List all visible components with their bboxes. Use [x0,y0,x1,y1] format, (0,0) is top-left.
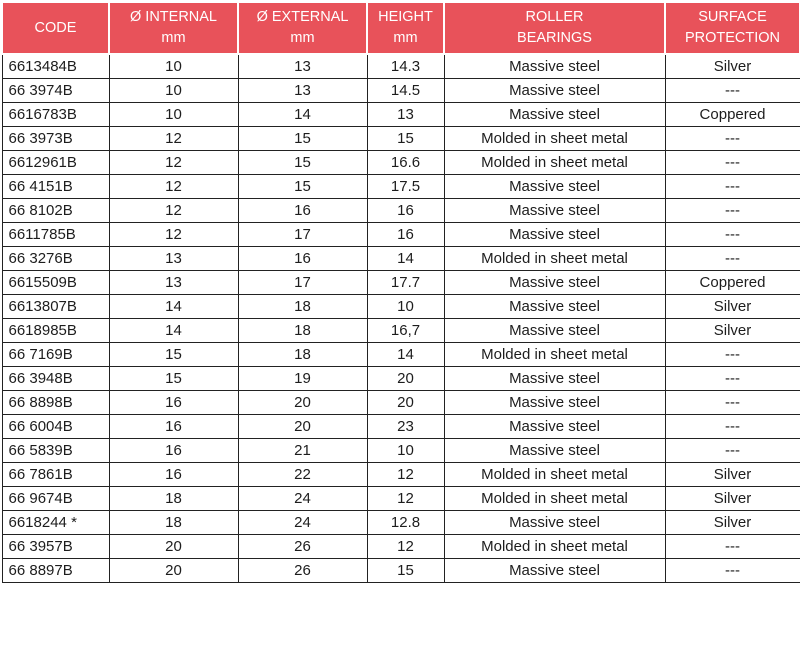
bearings-table [1,1,800,583]
internal-diameter-cell: 15 [109,343,238,367]
internal-diameter-cell: 20 [109,535,238,559]
code-cell: 66 5839B [2,439,109,463]
header-external-diameter-unit: mm [290,30,315,46]
height-cell: 16.6 [367,151,444,175]
code-cell: 6613484B [2,54,109,79]
internal-diameter-cell: 20 [109,559,238,583]
roller-bearings-cell: Molded in sheet metal [444,127,665,151]
table-row [2,103,800,127]
height-cell: 17.7 [367,271,444,295]
height-cell: 10 [367,295,444,319]
height-cell: 23 [367,415,444,439]
roller-bearings-cell: Massive steel [444,415,665,439]
internal-diameter-cell: 16 [109,439,238,463]
external-diameter-cell: 21 [238,439,367,463]
header-surface-protection-line2: PROTECTION [684,30,781,46]
header-row [2,2,800,54]
surface-protection-cell: Silver [665,487,800,511]
surface-protection-cell: --- [665,367,800,391]
external-diameter-cell: 13 [238,54,367,79]
surface-protection-cell: Silver [665,463,800,487]
external-diameter-cell: 14 [238,103,367,127]
external-diameter-cell: 15 [238,151,367,175]
code-cell: 6613807B [2,295,109,319]
header-roller-bearings-line1: ROLLER [525,9,584,25]
code-cell: 66 4151B [2,175,109,199]
surface-protection-cell: --- [665,391,800,415]
surface-protection-cell: Silver [665,54,800,79]
height-cell: 14 [367,247,444,271]
internal-diameter-cell: 16 [109,391,238,415]
roller-bearings-cell: Massive steel [444,54,665,79]
surface-protection-cell: Coppered [665,271,800,295]
header-internal-diameter-label: Ø INTERNAL [129,9,217,25]
table-row [2,127,800,151]
roller-bearings-cell: Molded in sheet metal [444,343,665,367]
table-row [2,559,800,583]
header-roller-bearings [444,2,665,54]
surface-protection-cell: --- [665,247,800,271]
height-cell: 12 [367,487,444,511]
table-row [2,79,800,103]
surface-protection-cell: Silver [665,319,800,343]
internal-diameter-cell: 12 [109,127,238,151]
internal-diameter-cell: 16 [109,463,238,487]
table-row [2,175,800,199]
header-code-label: CODE [34,19,77,36]
roller-bearings-cell: Massive steel [444,175,665,199]
height-cell: 10 [367,439,444,463]
code-cell: 66 3974B [2,79,109,103]
table-row [2,535,800,559]
roller-bearings-cell: Massive steel [444,295,665,319]
height-cell: 16,7 [367,319,444,343]
height-cell: 16 [367,223,444,247]
code-cell: 66 8897B [2,559,109,583]
header-external-diameter-label: Ø EXTERNAL [256,9,349,25]
table-row [2,511,800,535]
roller-bearings-cell: Massive steel [444,103,665,127]
internal-diameter-cell: 13 [109,247,238,271]
height-cell: 15 [367,127,444,151]
surface-protection-cell: --- [665,223,800,247]
roller-bearings-cell: Massive steel [444,559,665,583]
internal-diameter-cell: 13 [109,271,238,295]
header-height-label: HEIGHT [378,9,433,25]
roller-bearings-cell: Molded in sheet metal [444,487,665,511]
height-cell: 12 [367,463,444,487]
code-cell: 66 3973B [2,127,109,151]
roller-bearings-cell: Molded in sheet metal [444,247,665,271]
table-header [2,2,800,54]
roller-bearings-cell: Massive steel [444,199,665,223]
height-cell: 20 [367,367,444,391]
code-cell: 6615509B [2,271,109,295]
code-cell: 6612961B [2,151,109,175]
table-row [2,295,800,319]
table-row [2,199,800,223]
height-cell: 14.3 [367,54,444,79]
surface-protection-cell: --- [665,127,800,151]
table-row [2,247,800,271]
height-cell: 16 [367,199,444,223]
code-cell: 66 9674B [2,487,109,511]
external-diameter-cell: 16 [238,199,367,223]
external-diameter-cell: 24 [238,487,367,511]
internal-diameter-cell: 10 [109,103,238,127]
external-diameter-cell: 18 [238,295,367,319]
height-cell: 12.8 [367,511,444,535]
height-cell: 20 [367,391,444,415]
internal-diameter-cell: 14 [109,319,238,343]
table-row [2,343,800,367]
internal-diameter-cell: 18 [109,511,238,535]
code-cell: 66 8898B [2,391,109,415]
roller-bearings-cell: Massive steel [444,439,665,463]
surface-protection-cell: --- [665,199,800,223]
external-diameter-cell: 24 [238,511,367,535]
external-diameter-cell: 13 [238,79,367,103]
height-cell: 13 [367,103,444,127]
surface-protection-cell: --- [665,151,800,175]
header-external-diameter [238,2,367,54]
table-row [2,415,800,439]
external-diameter-cell: 26 [238,559,367,583]
header-internal-diameter-unit: mm [161,30,186,46]
internal-diameter-cell: 12 [109,151,238,175]
table-row [2,319,800,343]
table-row [2,223,800,247]
surface-protection-cell: Coppered [665,103,800,127]
code-cell: 66 7861B [2,463,109,487]
external-diameter-cell: 22 [238,463,367,487]
surface-protection-cell: --- [665,559,800,583]
surface-protection-cell: --- [665,439,800,463]
header-surface-protection-line1: SURFACE [698,9,767,25]
surface-protection-cell: Silver [665,511,800,535]
height-cell: 12 [367,535,444,559]
external-diameter-cell: 20 [238,391,367,415]
internal-diameter-cell: 12 [109,199,238,223]
external-diameter-cell: 26 [238,535,367,559]
surface-protection-cell: --- [665,343,800,367]
code-cell: 66 3276B [2,247,109,271]
code-cell: 6616783B [2,103,109,127]
code-cell: 66 3948B [2,367,109,391]
external-diameter-cell: 19 [238,367,367,391]
header-surface-protection [665,2,800,54]
external-diameter-cell: 16 [238,247,367,271]
code-cell: 66 6004B [2,415,109,439]
table-row [2,391,800,415]
roller-bearings-cell: Massive steel [444,271,665,295]
surface-protection-cell: --- [665,415,800,439]
header-code [2,2,109,54]
header-height [367,2,444,54]
internal-diameter-cell: 12 [109,223,238,247]
table-body [2,54,800,583]
internal-diameter-cell: 12 [109,175,238,199]
roller-bearings-cell: Massive steel [444,367,665,391]
internal-diameter-cell: 15 [109,367,238,391]
roller-bearings-cell: Massive steel [444,511,665,535]
external-diameter-cell: 17 [238,223,367,247]
roller-bearings-cell: Massive steel [444,223,665,247]
roller-bearings-cell: Massive steel [444,79,665,103]
internal-diameter-cell: 16 [109,415,238,439]
code-cell: 66 8102B [2,199,109,223]
roller-bearings-cell: Molded in sheet metal [444,463,665,487]
code-cell: 6611785B [2,223,109,247]
surface-protection-cell: Silver [665,295,800,319]
roller-bearings-cell: Massive steel [444,391,665,415]
internal-diameter-cell: 18 [109,487,238,511]
external-diameter-cell: 15 [238,175,367,199]
internal-diameter-cell: 10 [109,54,238,79]
surface-protection-cell: --- [665,535,800,559]
table-row [2,463,800,487]
surface-protection-cell: --- [665,175,800,199]
height-cell: 15 [367,559,444,583]
roller-bearings-cell: Massive steel [444,319,665,343]
header-internal-diameter [109,2,238,54]
table-row [2,439,800,463]
surface-protection-cell: --- [665,79,800,103]
table-row [2,487,800,511]
roller-bearings-cell: Molded in sheet metal [444,535,665,559]
external-diameter-cell: 20 [238,415,367,439]
header-roller-bearings-line2: BEARINGS [517,30,592,46]
header-height-unit: mm [393,30,418,46]
table-row [2,367,800,391]
external-diameter-cell: 18 [238,319,367,343]
code-cell: 6618244 * [2,511,109,535]
table-row [2,151,800,175]
code-cell: 6618985B [2,319,109,343]
table-row [2,271,800,295]
internal-diameter-cell: 14 [109,295,238,319]
internal-diameter-cell: 10 [109,79,238,103]
table-row [2,54,800,79]
height-cell: 14 [367,343,444,367]
height-cell: 14.5 [367,79,444,103]
roller-bearings-cell: Molded in sheet metal [444,151,665,175]
code-cell: 66 3957B [2,535,109,559]
external-diameter-cell: 17 [238,271,367,295]
external-diameter-cell: 18 [238,343,367,367]
height-cell: 17.5 [367,175,444,199]
code-cell: 66 7169B [2,343,109,367]
external-diameter-cell: 15 [238,127,367,151]
